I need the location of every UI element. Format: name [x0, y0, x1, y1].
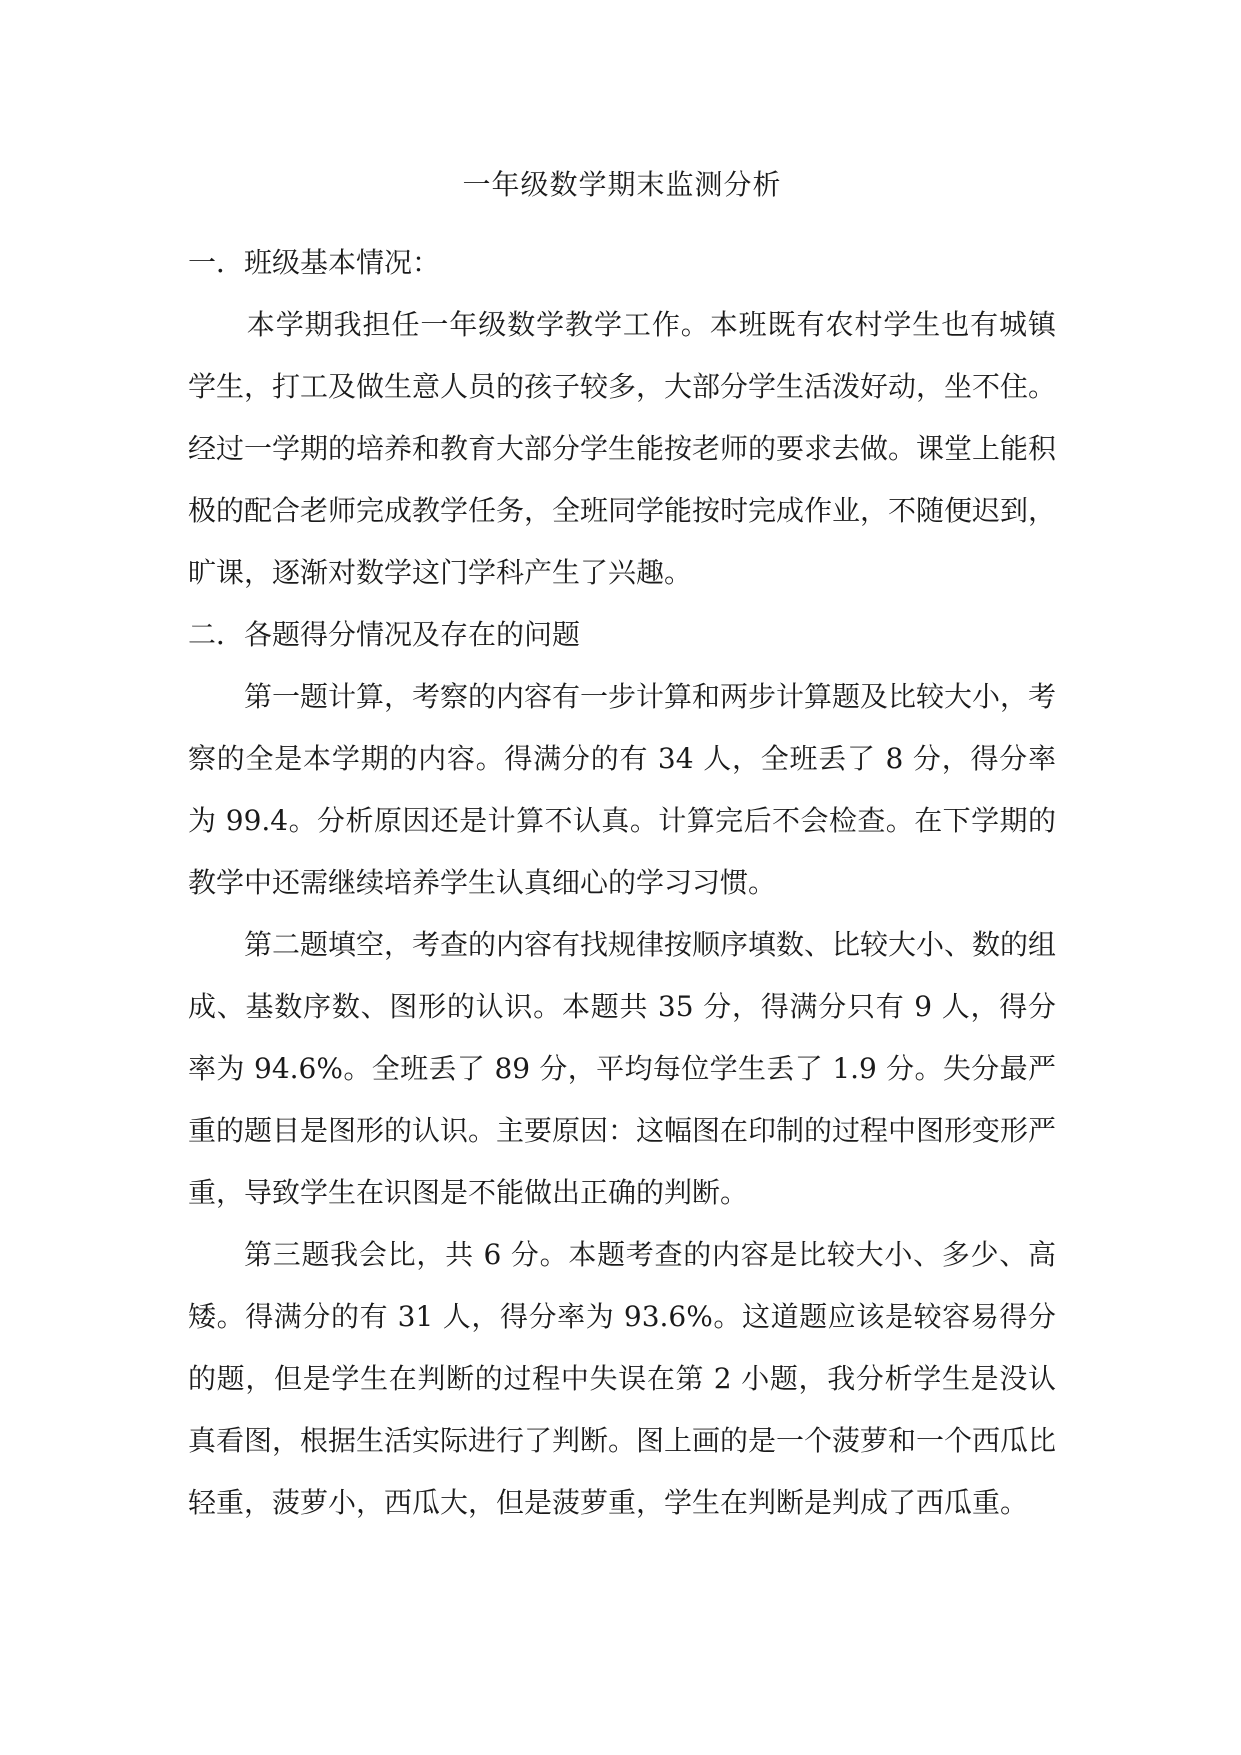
- section-heading-scores: 二．各题得分情况及存在的问题: [188, 618, 581, 651]
- paragraph-question-2: 第二题填空，考查的内容有找规律按顺序填数、比较大小、数的组成、基数序数、图形的认识。本题共 35 分，得满分只有 9 人，得分率为 94.6%。全班丢了 89 分，平均每位学生丢了 1.9 分。失分最严重的题目是图形的认识。主要原因：这幅图在印制的过程中图形变形严重，导致学生在识图是不能做出正确的判断。: [188, 928, 1057, 1209]
- section-heading-basic-info: 一．班级基本情况：: [188, 246, 441, 279]
- paragraph-question-1: 第一题计算，考察的内容有一步计算和两步计算题及比较大小，考察的全是本学期的内容。得满分的有 34 人，全班丢了 8 分，得分率为 99.4。分析原因还是计算不认真。计算完后不会检查。在下学期的教学中还需继续培养学生认真细心的学习习惯。: [188, 680, 1057, 899]
- document-title: 一年级数学期末监测分析: [462, 168, 782, 201]
- paragraph-question-3: 第三题我会比，共 6 分。本题考查的内容是比较大小、多少、高矮。得满分的有 31 人，得分率为 93.6%。这道题应该是较容易得分的题，但是学生在判断的过程中失误在第 2 小题，我分析学生是没认真看图，根据生活实际进行了判断。图上画的是一个菠萝和一个西瓜比轻重，菠萝小，西瓜大，但是菠萝重，学生在判断是判成了西瓜重。: [188, 1238, 1057, 1519]
- paragraph-class-situation: 本学期我担任一年级数学教学工作。本班既有农村学生也有城镇学生，打工及做生意人员的孩子较多，大部分学生活泼好动，坐不住。经过一学期的培养和教育大部分学生能按老师的要求去做。课堂上能积极的配合老师完成教学任务，全班同学能按时完成作业，不随便迟到，旷课，逐渐对数学这门学科产生了兴趣。: [188, 308, 1057, 589]
- document-page: [188, 160, 1056, 1534]
